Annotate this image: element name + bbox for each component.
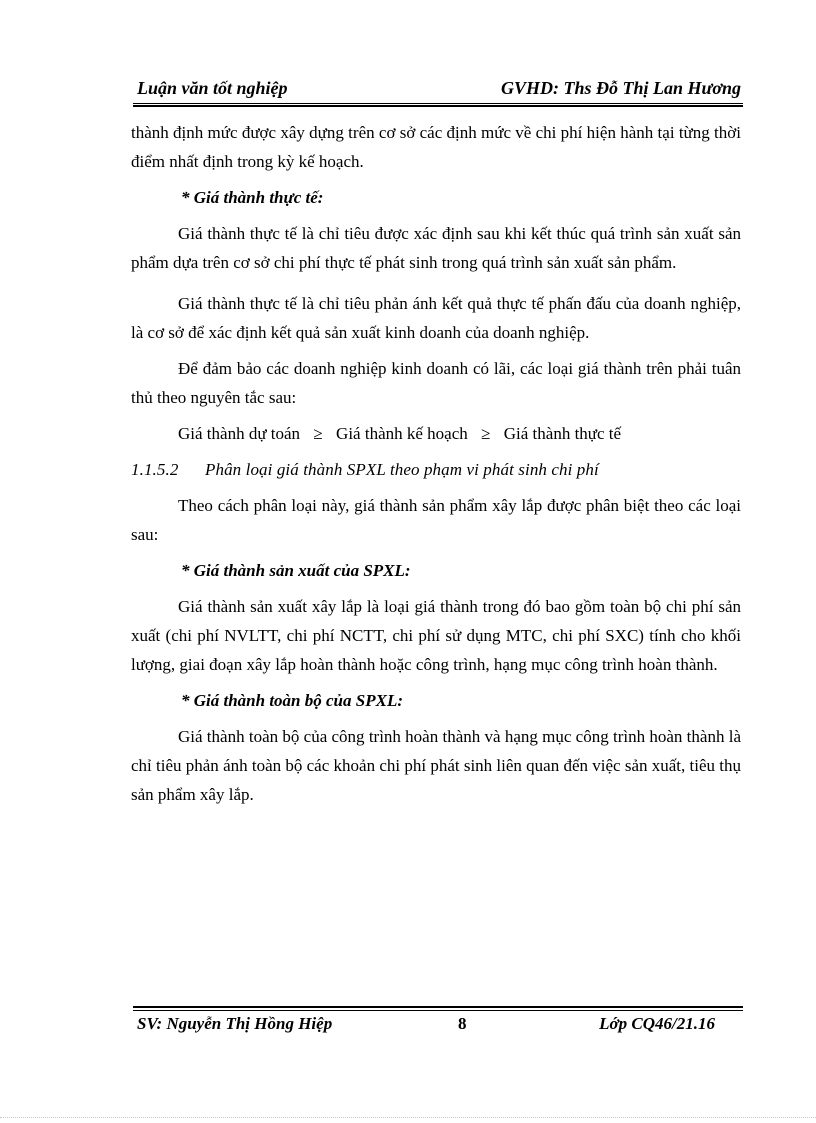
document-body	[131, 118, 741, 809]
page-header	[133, 78, 743, 102]
footer-rule	[133, 1010, 743, 1011]
section-title: Phân loại giá thành SPXL theo phạm vi phát sinh chi phí	[205, 460, 599, 479]
footer-class-code: Lớp CQ46/21.16	[599, 1014, 715, 1033]
footer-rule-thick	[133, 1006, 743, 1008]
paragraph-production-cost-definition: Giá thành sản xuất xây lắp là loại giá thành trong đó bao gồm toàn bộ chi phí sản xuất (chi phí NVLTT, chi phí NCTT, chi phí sử dụng MTC, chi phí SXC) tính cho khối lượng, giai đoạn xây lắp hoàn thành hoặc công trình, hạng mục công trình hoàn thành.	[131, 597, 741, 674]
page-edge	[0, 1117, 816, 1118]
footer-student-name: SV: Nguyễn Thị Hồng Hiệp	[137, 1014, 333, 1033]
paragraph-total-cost-definition: Giá thành toàn bộ của công trình hoàn thành và hạng mục công trình hoàn thành là chỉ tiêu phản ánh toàn bộ các khoản chi phí phát sinh liên quan đến việc sản xuất, tiêu thụ sản phẩm xây lắp.	[131, 727, 741, 804]
cost-inequality	[131, 419, 741, 448]
page-footer	[133, 1014, 743, 1038]
paragraph-continuation: thành định mức được xây dựng trên cơ sở các định mức về chi phí hiện hành tại từng thời điểm nhất định trong kỳ kế hoạch.	[131, 123, 741, 171]
paragraph-cost-principle: Để đảm bảo các doanh nghiệp kinh doanh có lãi, các loại giá thành trên phải tuân thủ theo nguyên tắc sau:	[131, 359, 741, 407]
paragraph-actual-cost-definition: Giá thành thực tế là chỉ tiêu được xác định sau khi kết thúc quá trình sản xuất sản phẩm dựa trên cơ sở chi phí thực tế phát sinh trong quá trình sản xuất sản phẩm.	[131, 224, 741, 272]
paragraph-actual-cost-purpose: Giá thành thực tế là chỉ tiêu phản ánh kết quả thực tế phấn đấu của doanh nghiệp, là cơ sở để xác định kết quả sản xuất kinh doanh của doanh nghiệp.	[131, 294, 741, 342]
page-number: 8	[458, 1014, 467, 1033]
heading-actual-cost: * Giá thành thực tế:	[181, 188, 324, 207]
paragraph-classification-intro: Theo cách phân loại này, giá thành sản phẩm xây lắp được phân biệt theo các loại sau:	[131, 496, 741, 544]
formula-estimate-cost: Giá thành dự toán	[178, 424, 301, 443]
header-advisor: GVHD: Ths Đỗ Thị Lan Hương	[501, 78, 741, 98]
formula-operator-2: ≥	[481, 424, 491, 443]
header-rule	[133, 103, 743, 104]
section-heading	[131, 455, 741, 484]
header-rule-thick	[133, 105, 743, 107]
section-number: 1.1.5.2	[131, 460, 179, 479]
formula-operator-1: ≥	[313, 424, 323, 443]
formula-actual-cost: Giá thành thực tế	[503, 424, 622, 443]
heading-production-cost: * Giá thành sản xuất của SPXL:	[181, 561, 411, 580]
header-thesis-label: Luận văn tốt nghiệp	[137, 78, 288, 98]
formula-planned-cost: Giá thành kế hoạch	[336, 424, 468, 443]
heading-total-cost: * Giá thành toàn bộ của SPXL:	[181, 691, 403, 710]
